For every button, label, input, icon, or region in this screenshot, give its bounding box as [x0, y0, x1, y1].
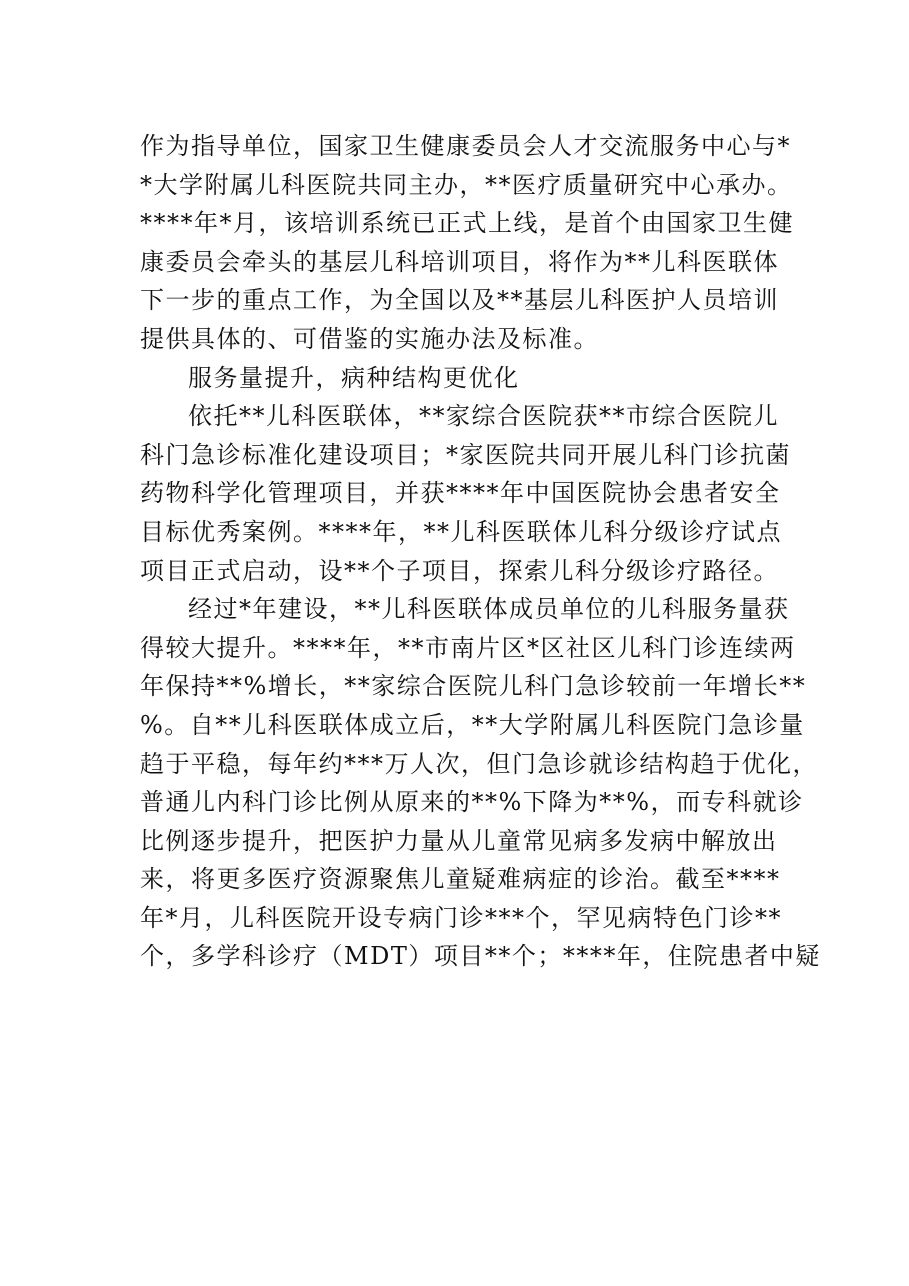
text-line: 目标优秀案例。****年，**儿科医联体儿科分级诊疗试点	[140, 517, 782, 546]
text-line: 普通儿内科门诊比例从原来的**%下降为**%，而专科就诊	[140, 788, 804, 817]
text-line: 来，将更多医疗资源聚焦儿童疑难病症的诊治。截至****	[140, 865, 781, 894]
text-line: *大学附属儿科医院共同主办，**医疗质量研究中心承办。	[140, 170, 793, 199]
text-line: 康委员会牵头的基层儿科培训项目，将作为**儿科医联体	[140, 247, 779, 276]
text-line: 趋于平稳，每年约***万人次，但门急诊就诊结构趋于优化，	[140, 749, 818, 778]
text-line: 依托**儿科医联体，**家综合医院获**市综合医院儿	[188, 402, 779, 431]
text-line: 项目正式启动，设**个子项目，探索儿科分级诊疗路径。	[140, 556, 779, 585]
text-line: 提供具体的、可借鉴的实施办法及标准。	[140, 324, 599, 353]
text-line: 比例逐步提升，把医护力量从儿童常见病多发病中解放出	[140, 826, 778, 855]
body-text	[140, 127, 821, 976]
section-heading: 服务量提升，病种结构更优化	[188, 363, 520, 392]
text-line: 年*月，儿科医院开设专病门诊***个，罕见病特色门诊**	[140, 903, 782, 932]
text-line: ****年*月，该培训系统已正式上线，是首个由国家卫生健	[140, 209, 794, 238]
text-line: 年保持**%增长，**家综合医院儿科门急诊较前一年增长**	[140, 672, 807, 701]
text-line: 下一步的重点工作，为全国以及**基层儿科医护人员培训	[140, 286, 779, 315]
text-line: 个，多学科诊疗（MDT）项目**个；****年，住院患者中疑	[140, 942, 821, 971]
text-line: %。自**儿科医联体成立后，**大学附属儿科医院门急诊量	[140, 710, 805, 739]
text-line: 作为指导单位，国家卫生健康委员会人才交流服务中心与*	[140, 132, 791, 160]
text-line: 药物科学化管理项目，并获****年中国医院协会患者安全	[140, 479, 781, 508]
text-line: 得较大提升。****年，**市南片区*区社区儿科门诊连续两	[140, 633, 796, 662]
text-line: 科门急诊标准化建设项目；*家医院共同开展儿科门诊抗菌	[140, 440, 791, 469]
text-line: 经过*年建设，**儿科医联体成员单位的儿科服务量获	[188, 595, 790, 624]
